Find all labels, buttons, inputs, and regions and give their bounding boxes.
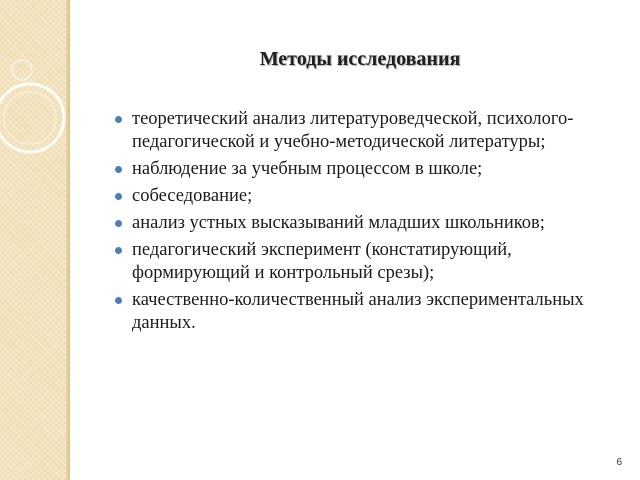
list-item [112,185,622,208]
bullet-text: анализ устных высказываний младших школьников; [132,213,545,233]
bullet-text: собеседование; [132,186,253,206]
list-item [112,289,622,335]
page-number: 6 [616,457,622,468]
bullet-dot-icon [115,193,122,200]
bullet-list [112,108,622,339]
bullet-dot-icon [115,297,122,304]
ring-decoration [0,0,70,480]
list-item [112,239,622,285]
bullet-dot-icon [115,166,122,173]
bullet-text: наблюдение за учебным процессом в школе; [132,159,483,179]
slide-title: Методы исследования [259,48,461,70]
bullet-dot-icon [115,220,122,227]
list-item [112,108,622,154]
bullet-dot-icon [115,116,122,123]
list-item [112,158,622,181]
bullet-text: педагогический эксперимент (констатирующий, формирующий и контрольный срезы); [132,240,512,283]
list-item [112,212,622,235]
bullet-text: теоретический анализ литературоведческой, психолого-педагогической и учебно-методической литературы; [132,109,574,152]
bullet-dot-icon [115,247,122,254]
bullet-text: качественно-количественный анализ экспериментальных данных. [132,290,584,333]
